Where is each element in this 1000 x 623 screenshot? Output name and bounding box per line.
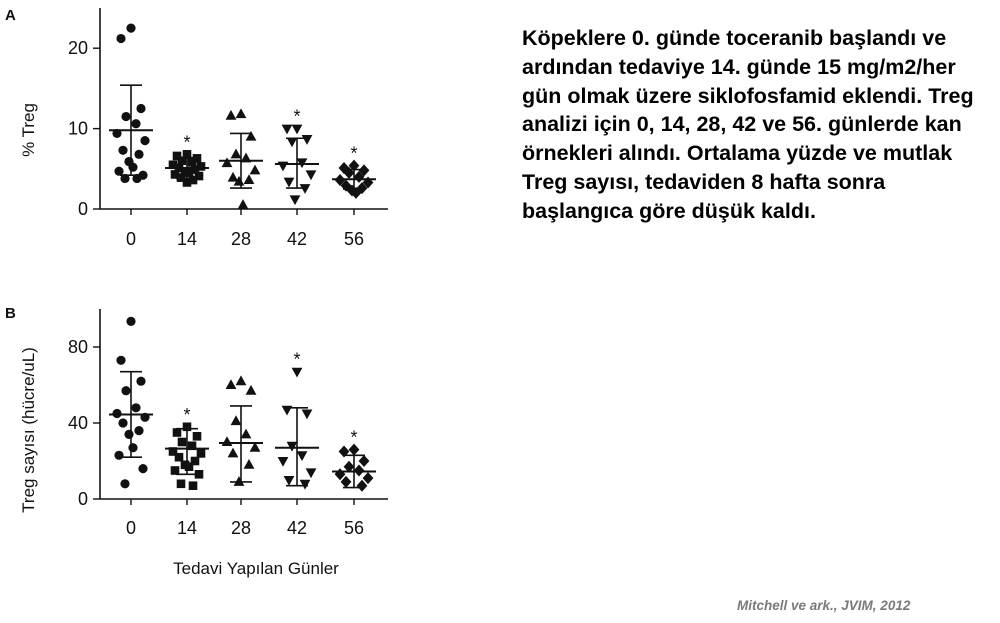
data-point [120,174,129,183]
data-point [116,356,125,365]
data-point [134,426,143,435]
panel-b-data [109,317,376,492]
citation-text: Mitchell ve ark., JVIM, 2012 [737,598,911,613]
panel-a-letter: A [5,7,16,24]
description-text: Köpeklere 0. günde toceranib başlandı ve ardından tedaviye 14. günde 15 mg/m2/her gün olmak üzere siklofosfamid eklendi. Treg analizi için 0, 14, 28, 42 ve 56. günlerde kan örnekleri alındı. Ortalama yüzde ve mutlak Treg sayısı, tedaviden 8 hafta sonra başlangıca göre düşük kaldı. [522,26,974,223]
data-point [222,157,233,167]
panel-a-group-day-28 [219,108,263,209]
data-point [300,184,311,194]
panel-b-group-day-0 [109,317,153,489]
panel-b-x-tick-label: 0 [125,518,137,538]
panel-a-data [109,24,376,209]
data-point [359,455,370,467]
data-point [138,464,147,473]
panel-b-x-tick-label: 14 [176,518,198,538]
data-point [188,442,197,451]
panel-b-group-day-14 [165,405,209,490]
panel-b-group-day-28 [219,375,263,486]
data-point [228,448,239,458]
data-point [189,481,198,490]
data-point [118,146,127,155]
panel-b-letter: B [5,305,16,322]
significance-star: * [350,427,358,448]
panel-a-y-tick-label: 10 [67,118,88,139]
data-point [132,174,141,183]
data-point [195,470,204,479]
panel-a-x-tick-label: 14 [176,229,198,249]
data-point [278,162,289,172]
data-point [236,108,247,118]
data-point [128,443,137,452]
data-point [114,167,123,176]
significance-star: * [183,404,191,425]
data-point [236,375,247,385]
data-point [128,163,137,172]
data-point [246,385,257,395]
data-point [282,406,293,416]
data-point [244,174,255,184]
data-point [250,165,261,175]
data-point [121,112,130,121]
panel-a-x-tick-label: 28 [230,229,252,249]
data-point [178,438,187,447]
data-point [140,413,149,422]
panel-a-x-tick-label: 0 [125,229,137,249]
significance-star: * [293,349,301,370]
data-point [136,377,145,386]
panel-a-y-ticks [68,38,100,219]
panel-a-x-tick-label: 56 [343,229,365,249]
data-point [177,480,186,489]
data-point [131,119,140,128]
panel-b-group-day-56 [332,428,376,492]
panel-a-group-day-0 [109,24,153,184]
data-point [297,451,308,461]
data-point [284,476,295,486]
data-point [287,137,298,147]
panel-b-x-tick-label: 28 [230,518,252,538]
data-point [234,476,245,486]
panel-a-x-ticks [126,209,364,249]
data-point [278,457,289,467]
data-point [114,451,123,460]
data-point [126,317,135,326]
data-point [124,430,133,439]
data-point [134,150,143,159]
data-point [226,110,237,120]
data-point [354,465,365,477]
data-point [282,125,293,135]
panel-a-y-tick-label: 20 [67,38,88,59]
panel-a-group-day-14 [165,132,209,186]
significance-star: * [350,143,358,164]
panel-a-group-day-42 [275,107,319,206]
data-point [284,178,295,188]
panel-b-x-ticks [126,499,364,538]
data-point [244,459,255,469]
data-point [246,131,257,141]
panel-b-y-tick-label: 0 [77,489,88,509]
data-point [116,34,125,43]
panel-b-y-tick-label: 80 [67,337,88,357]
data-point [171,466,180,475]
data-point [238,199,249,209]
data-point [126,24,135,33]
data-point [226,379,237,389]
panel-b [5,305,388,578]
data-point [193,432,202,441]
data-point [302,135,313,145]
data-point [183,178,192,187]
data-point [302,410,313,420]
panel-b-x-tick-label: 56 [343,518,365,538]
panel-a-y-title: % Treg [19,103,38,157]
data-point [231,149,242,159]
data-point [140,136,149,145]
significance-star: * [293,106,301,127]
panel-b-y-tick-label: 40 [67,413,88,433]
data-point [112,129,121,138]
panel-b-group-day-42 [275,350,319,490]
data-point [112,409,121,418]
panel-a-group-day-56 [332,144,376,199]
panel-b-x-title: Tedavi Yapılan Günler [173,559,339,578]
data-point [231,415,242,425]
data-point [300,480,311,490]
data-point [241,153,252,163]
data-point [131,403,140,412]
data-point [118,418,127,427]
data-point [173,428,182,437]
data-point [306,468,317,478]
data-point [197,449,206,458]
significance-star: * [183,132,191,153]
data-point [241,429,252,439]
data-point [306,170,317,180]
data-point [120,479,129,488]
panel-a-y-tick-label: 0 [77,199,88,219]
panel-a [5,7,388,249]
panel-b-y-ticks [68,337,100,509]
panel-a-x-tick-label: 42 [286,229,308,249]
data-point [222,436,233,446]
data-point [136,104,145,113]
data-point [175,453,184,462]
data-point [290,195,301,205]
panel-b-y-title: Treg sayısı (hücre/uL) [19,347,38,513]
data-point [121,386,130,395]
data-point [185,462,194,471]
panel-b-x-tick-label: 42 [286,518,308,538]
